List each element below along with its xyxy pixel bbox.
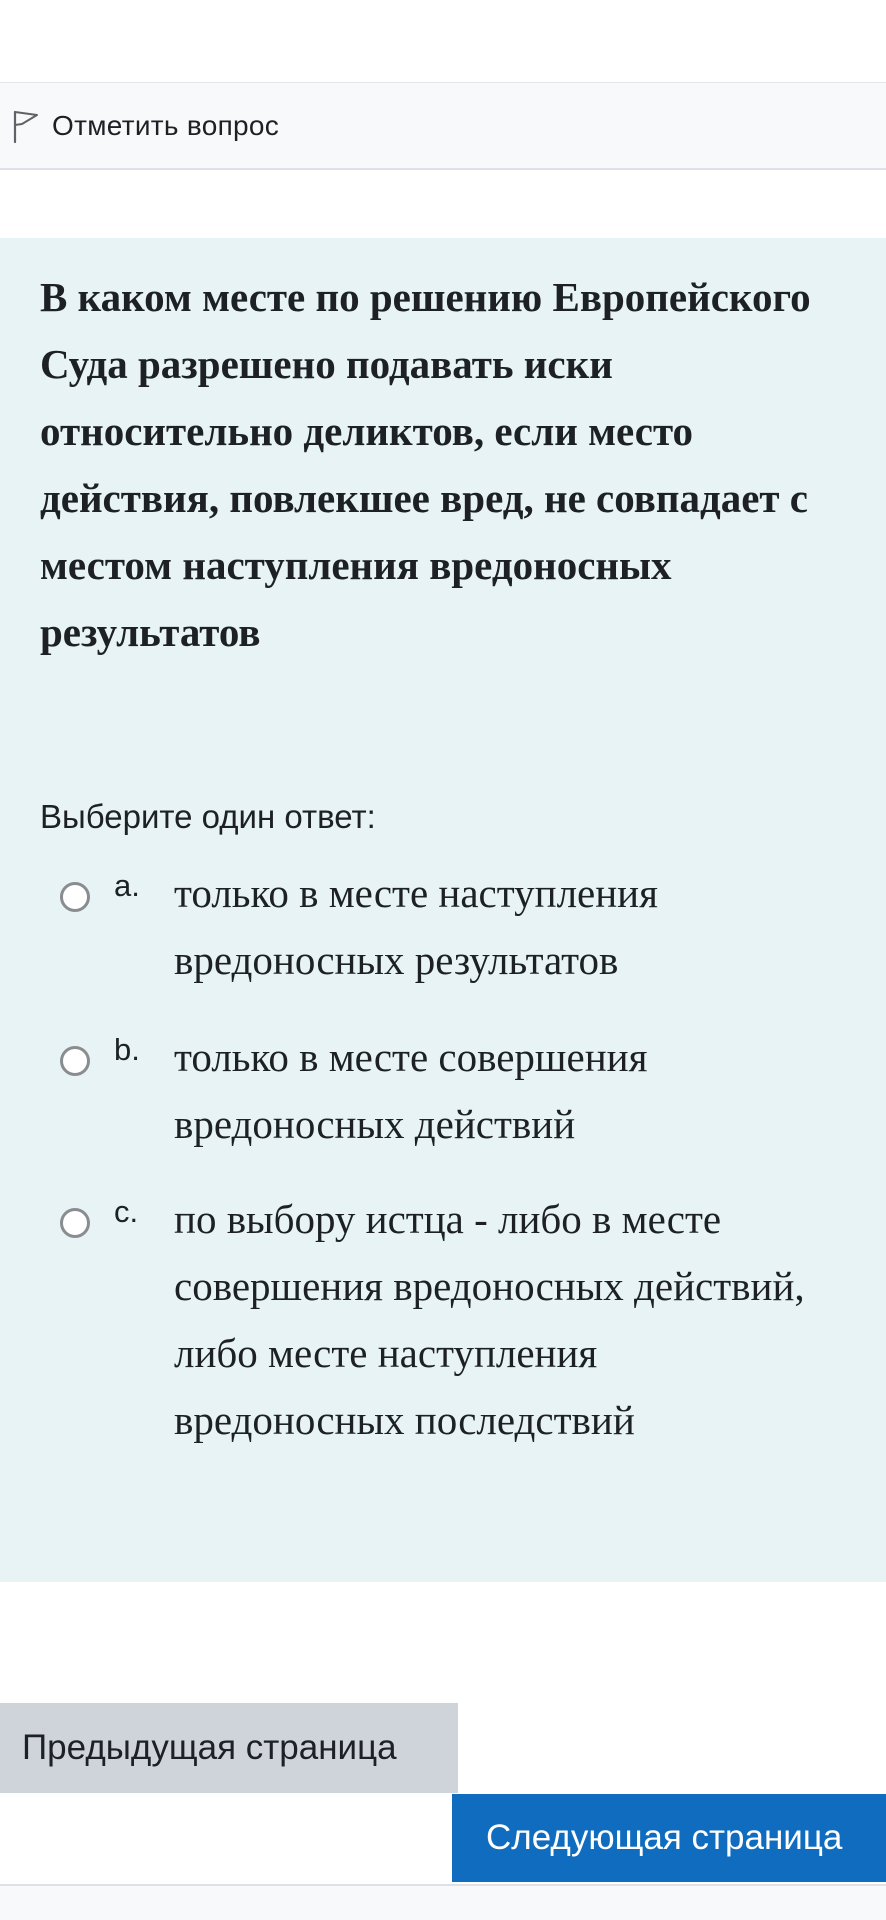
answer-prompt: Выберите один ответ: [40,798,376,835]
answer-option-b[interactable] [60,1028,870,1158]
radio-button-a[interactable] [60,882,90,912]
flag-bar [0,82,886,170]
radio-button-c[interactable] [60,1208,90,1238]
top-spacer [0,0,886,82]
answer-option-c[interactable] [60,1190,870,1454]
page-footer-area [0,1886,886,1920]
answer-letter-c: c. [114,1194,139,1229]
answer-text-b: только в месте совершения вредоносных действий [174,1034,648,1147]
flag-question-label: Отметить вопрос [52,109,280,141]
answer-letter-a: a. [114,868,140,903]
radio-button-b[interactable] [60,1046,90,1076]
flag-icon [12,108,40,144]
next-page-button[interactable]: Следующая страница [452,1794,886,1882]
question-box [0,238,886,1582]
flag-question-link[interactable] [12,108,279,144]
answer-letter-b: b. [114,1032,140,1067]
answer-text-c: по выбору истца - либо в месте совершения вредоносных действий, либо месте наступления вредоносных последствий [174,1196,805,1443]
answer-text-a: только в месте наступления вредоносных результатов [174,870,658,983]
question-text: В каком месте по решению Европейского Суда разрешено подавать иски относительно деликтов, если место действия, повлекшее вред, не совпадает с местом наступления вредоносных результатов [40,274,811,655]
answer-option-a[interactable] [60,864,870,994]
previous-page-button[interactable]: Предыдущая страница [0,1703,458,1793]
